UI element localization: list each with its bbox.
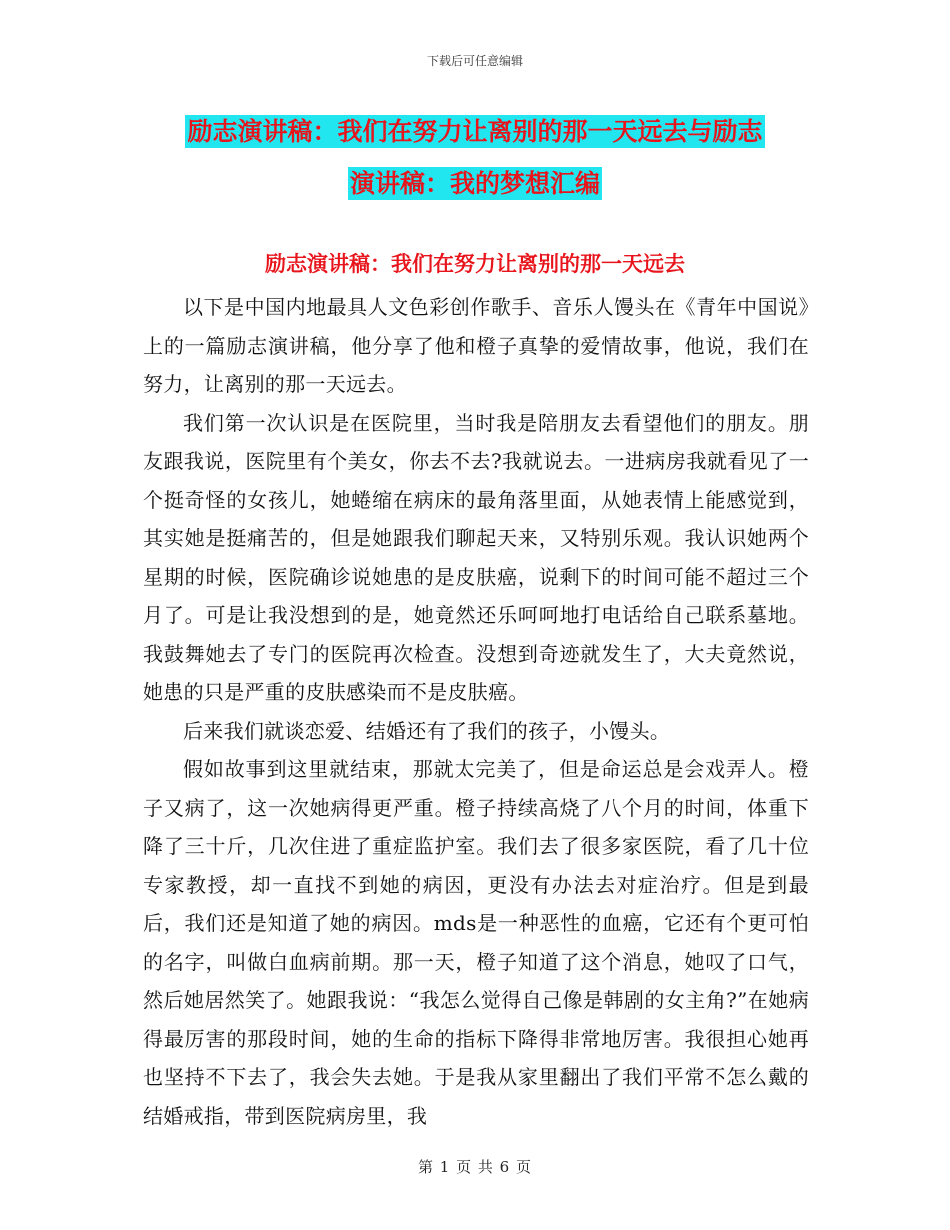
page-footer: 第 1 页 共 6 页 (418, 1158, 532, 1176)
paragraph: 我们第一次认识是在医院里，当时我是陪朋友去看望他们的朋友。朋友跟我说，医院里有个美女，你去不去?我就说去。一进病房我就看见了一个挺奇怪的女孩儿，她蜷缩在病床的最角落里面，从她表情上能感觉到，其实她是挺痛苦的，但是她跟我们聊起天来，又特别乐观。我认识她两个星期的时候，医院确诊说她患的是皮肤癌，说剩下的时间可能不超过三个月了。可是让我没想到的是，她竟然还乐呵呵地打电话给自己联系墓地。我鼓舞她去了专门的医院再次检查。没想到奇迹就发生了，大夫竟然说，她患的只是严重的皮肤感染而不是皮肤癌。 (143, 410, 809, 704)
header-note: 下载后可任意编辑 (426, 54, 523, 68)
paragraph: 后来我们就谈恋爱、结婚还有了我们的孩子，小馒头。 (183, 718, 671, 743)
paragraph: 以下是中国内地最具人文色彩创作歌手、音乐人馒头在《青年中国说》上的一篇励志演讲稿，他分享了他和橙子真挚的爱情故事，他说，我们在努力，让离别的那一天远去。 (143, 295, 809, 396)
main-title-line1: 励志演讲稿：我们在努力让离别的那一天远去与励志 (187, 117, 763, 146)
paragraph: 假如故事到这里就结束，那就太完美了，但是命运总是会戏弄人。橙子又病了，这一次她病得更严重。橙子持续高烧了八个月的时间，体重下降了三十斤，几次住进了重症监护室。我们去了很多家医院，看了几十位专家教授，却一直找不到她的病因，更没有办法去对症治疗。但是到最后，我们还是知道了她的病因。mds是一种恶性的血癌，它还有个更可怕的名字，叫做白血病前期。那一天，橙子知道了这个消息，她叹了口气，然后她居然笑了。她跟我说：“我怎么觉得自己像是韩剧的女主角?”在她病得最厉害的那段时间，她的生命的指标下降得非常地厉害。我很担心她再也坚持不下去了，我会失去她。于是我从家里翻出了我们平常不怎么戴的结婚戒指，带到医院病房里，我 (143, 757, 809, 1128)
main-title (0, 106, 950, 210)
body-text (143, 288, 809, 1135)
main-title-line2: 演讲稿：我的梦想汇编 (349, 169, 600, 198)
section-title: 励志演讲稿：我们在努力让离别的那一天远去 (265, 252, 685, 276)
